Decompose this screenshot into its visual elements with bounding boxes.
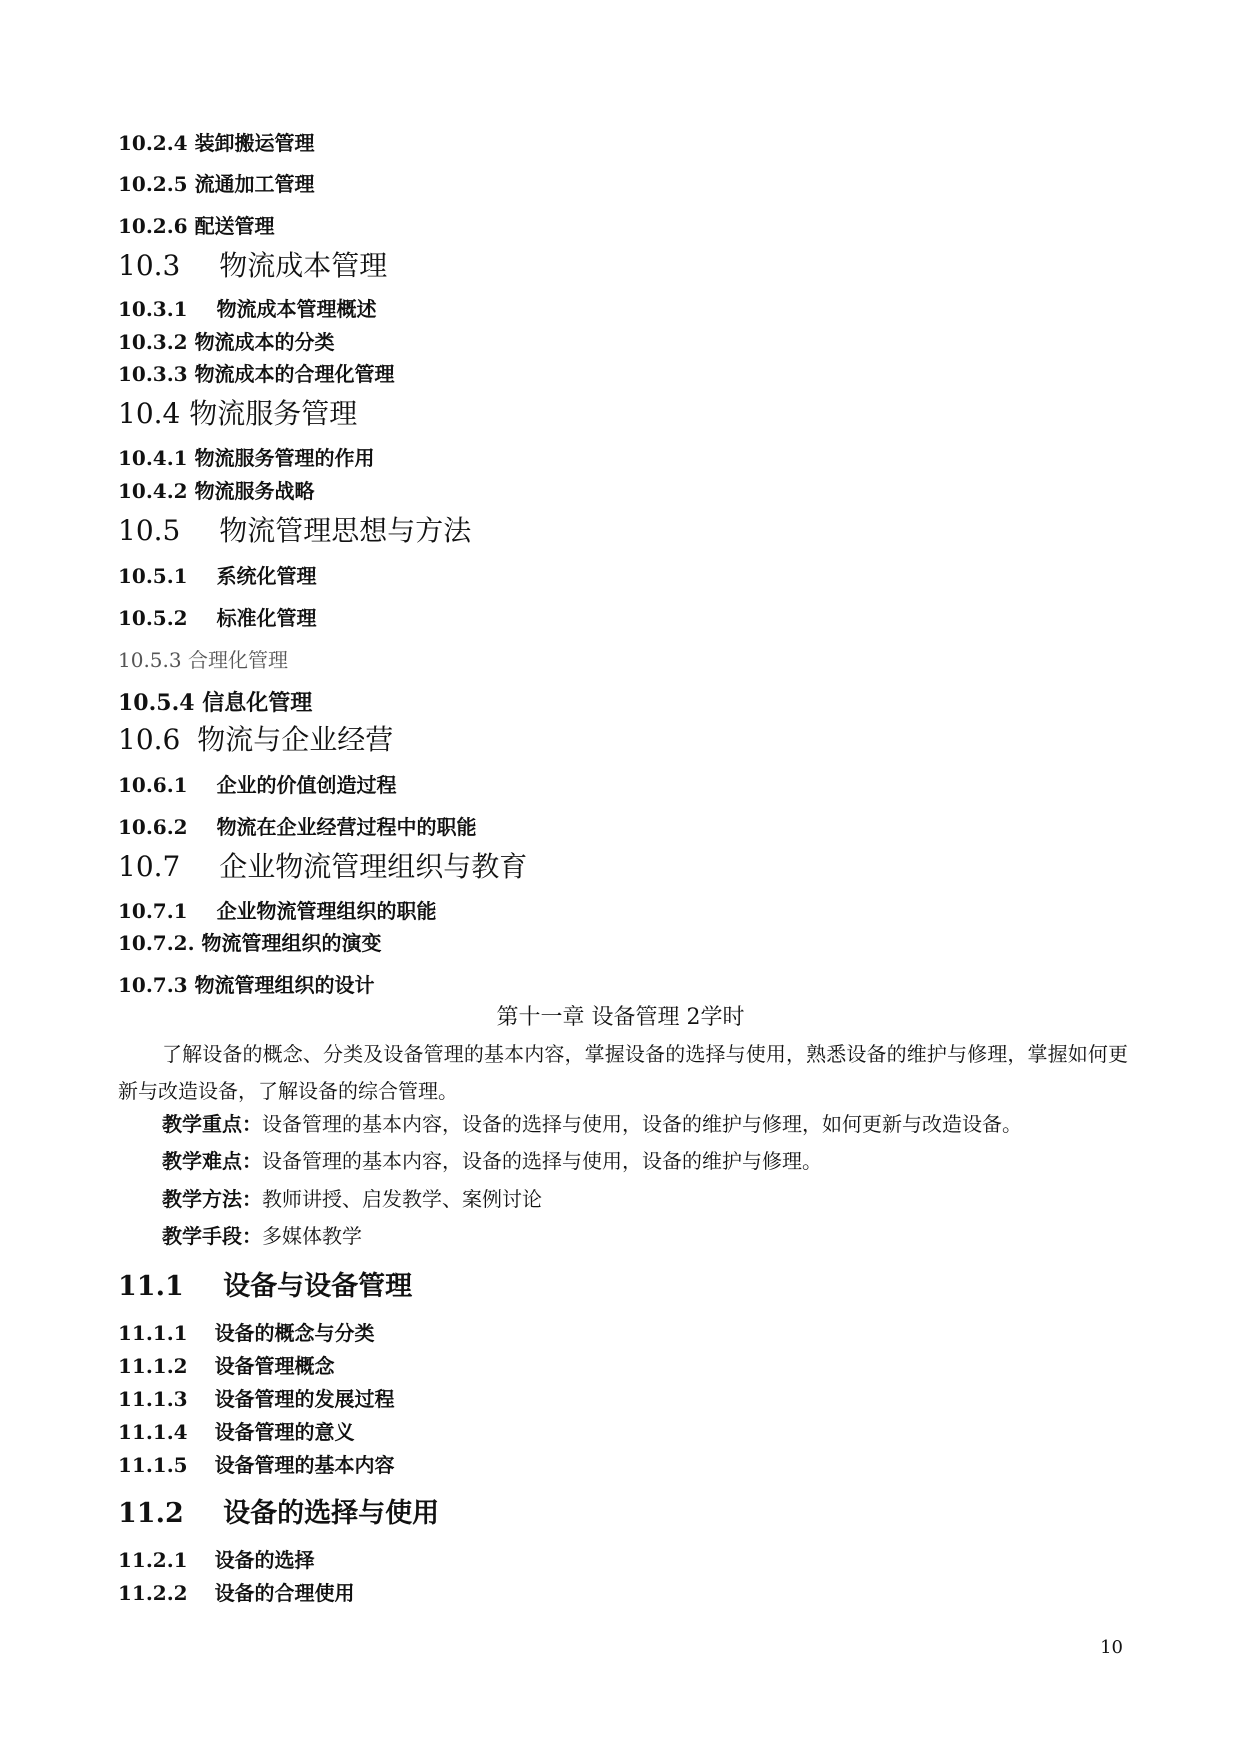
heading-number: 10.3.3 — [118, 362, 188, 386]
heading-title: 设备管理的发展过程 — [214, 1387, 395, 1411]
heading-number: 10.3.1 — [118, 297, 188, 321]
heading-10-7-2 — [118, 933, 382, 953]
heading-number: 10.5 — [118, 514, 181, 547]
heading-title: 设备的合理使用 — [214, 1581, 355, 1605]
heading-number: 11.2.1 — [118, 1548, 188, 1572]
heading-number: 10.6.2 — [118, 815, 188, 839]
heading-number: 11.1.2 — [118, 1354, 188, 1378]
heading-number: 10.7.3 — [118, 973, 188, 997]
heading-10-5-1 — [118, 566, 317, 586]
heading-title: 物流在企业经营过程中的职能 — [216, 815, 477, 839]
page-number: 10 — [1100, 1637, 1123, 1658]
heading-title: 设备管理概念 — [214, 1354, 335, 1378]
heading-10-4-2 — [118, 481, 315, 501]
heading-title: 物流服务管理的作用 — [194, 446, 375, 470]
chapter-intro: 了解设备的概念、分类及设备管理的基本内容，掌握设备的选择与使用，熟悉设备的维护与修理，掌握如何更新与改造设备，了解设备的综合管理。 — [118, 1042, 1128, 1103]
heading-number: 11.2 — [118, 1498, 184, 1529]
teaching-means-text: 多媒体教学 — [262, 1224, 362, 1248]
heading-number: 10.7 — [118, 850, 181, 883]
teaching-difficulty — [162, 1151, 822, 1171]
heading-10-2-4 — [118, 133, 315, 153]
heading-title: 物流服务战略 — [194, 479, 315, 503]
heading-title: 设备与设备管理 — [223, 1271, 413, 1302]
heading-10-7-3 — [118, 975, 375, 995]
heading-title: 企业的价值创造过程 — [216, 773, 397, 797]
heading-title: 物流管理组织的设计 — [194, 973, 375, 997]
heading-10-7-1 — [118, 901, 437, 921]
heading-title: 装卸搬运管理 — [194, 131, 315, 155]
heading-title: 物流成本的分类 — [194, 330, 335, 354]
heading-title: 系统化管理 — [216, 564, 317, 588]
heading-10-3-2 — [118, 332, 335, 352]
heading-number: 10.5.3 — [118, 648, 182, 672]
teaching-difficulty-text: 设备管理的基本内容，设备的选择与使用，设备的维护与修理。 — [262, 1149, 822, 1173]
teaching-method — [162, 1189, 542, 1209]
heading-10-6-2 — [118, 817, 477, 837]
teaching-method-label: 教学方法： — [162, 1187, 262, 1211]
heading-10-6 — [118, 723, 394, 756]
heading-10-6-1 — [118, 775, 397, 795]
heading-10-5-2 — [118, 608, 317, 628]
heading-number: 10.6 — [118, 723, 181, 756]
heading-number: 11.1.3 — [118, 1387, 188, 1411]
heading-10-5-3 — [118, 650, 288, 670]
heading-title: 企业物流管理组织与教育 — [219, 850, 528, 883]
teaching-means — [162, 1226, 362, 1246]
heading-10-2-6 — [118, 216, 275, 236]
heading-title: 物流与企业经营 — [197, 723, 394, 756]
chapter-title: 第十一章 设备管理 2学时 — [496, 1005, 745, 1030]
heading-10-3-3 — [118, 364, 395, 384]
heading-11-1-4 — [118, 1422, 355, 1442]
heading-11-1 — [118, 1273, 412, 1300]
heading-number: 10.5.1 — [118, 564, 188, 588]
heading-10-5-4 — [118, 692, 312, 714]
heading-10-4 — [118, 397, 358, 430]
heading-number: 10.5.4 — [118, 690, 195, 716]
heading-title: 设备的概念与分类 — [214, 1321, 375, 1345]
heading-11-1-3 — [118, 1389, 395, 1409]
heading-title: 配送管理 — [194, 214, 275, 238]
heading-title: 设备管理的意义 — [214, 1420, 355, 1444]
heading-11-2-1 — [118, 1550, 315, 1570]
heading-title: 合理化管理 — [187, 648, 288, 672]
heading-number: 10.4.1 — [118, 446, 188, 470]
heading-11-1-5 — [118, 1455, 395, 1475]
heading-number: 10.4.2 — [118, 479, 188, 503]
heading-10-3-1 — [118, 299, 377, 319]
heading-number: 10.3 — [118, 249, 181, 282]
heading-10-3 — [118, 249, 388, 282]
heading-number: 10.2.5 — [118, 172, 188, 196]
teaching-means-label: 教学手段： — [162, 1224, 262, 1248]
heading-title: 物流成本管理概述 — [216, 297, 377, 321]
heading-title: 设备的选择与使用 — [223, 1498, 440, 1529]
teaching-difficulty-label: 教学难点： — [162, 1149, 262, 1173]
heading-title: 信息化管理 — [202, 690, 313, 716]
heading-10-4-1 — [118, 448, 375, 468]
teaching-focus-text: 设备管理的基本内容，设备的选择与使用，设备的维护与修理，如何更新与改造设备。 — [262, 1112, 1022, 1136]
heading-10-7 — [118, 850, 528, 883]
heading-number: 11.1.4 — [118, 1420, 188, 1444]
heading-11-2 — [118, 1500, 439, 1527]
heading-title: 物流服务管理 — [189, 397, 358, 430]
heading-title: 物流管理思想与方法 — [219, 514, 472, 547]
heading-title: 设备管理的基本内容 — [214, 1453, 395, 1477]
heading-number: 10.4 — [118, 397, 181, 430]
heading-number: 11.1.1 — [118, 1321, 188, 1345]
heading-number: 11.1.5 — [118, 1453, 188, 1477]
heading-11-2-2 — [118, 1583, 355, 1603]
teaching-focus — [162, 1114, 1022, 1134]
heading-number: 10.5.2 — [118, 606, 188, 630]
heading-title: 标准化管理 — [216, 606, 317, 630]
heading-number: 10.7.2. — [118, 931, 195, 955]
heading-number: 11.1 — [118, 1271, 184, 1302]
heading-11-1-2 — [118, 1356, 335, 1376]
heading-title: 物流成本管理 — [219, 249, 388, 282]
teaching-method-text: 教师讲授、启发教学、案例讨论 — [262, 1187, 542, 1211]
heading-11-1-1 — [118, 1323, 375, 1343]
heading-title: 流通加工管理 — [194, 172, 315, 196]
heading-10-5 — [118, 514, 472, 547]
heading-title: 企业物流管理组织的职能 — [216, 899, 437, 923]
heading-number: 10.6.1 — [118, 773, 188, 797]
heading-title: 物流成本的合理化管理 — [194, 362, 395, 386]
heading-10-2-5 — [118, 174, 315, 194]
heading-title: 设备的选择 — [214, 1548, 315, 1572]
heading-number: 10.3.2 — [118, 330, 188, 354]
teaching-focus-label: 教学重点： — [162, 1112, 262, 1136]
heading-title: 物流管理组织的演变 — [201, 931, 382, 955]
heading-number: 11.2.2 — [118, 1581, 188, 1605]
heading-number: 10.2.4 — [118, 131, 188, 155]
heading-number: 10.2.6 — [118, 214, 188, 238]
heading-number: 10.7.1 — [118, 899, 188, 923]
